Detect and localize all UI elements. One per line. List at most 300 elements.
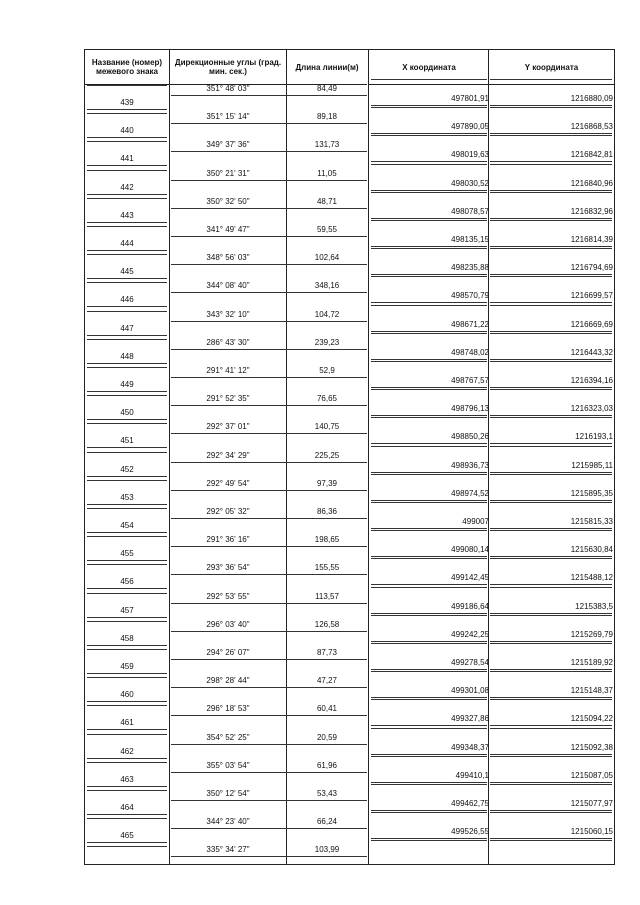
row-line [490, 246, 612, 247]
segment-length: 131,73 [314, 140, 340, 150]
point-x-coordinate: 498748,02 [451, 347, 489, 357]
row-line [171, 546, 367, 547]
row-line [490, 305, 612, 306]
row-line [490, 643, 612, 644]
row-line [371, 415, 487, 416]
point-name: 462 [120, 746, 134, 756]
row-line [490, 812, 612, 813]
point-x-coordinate: 498974,52 [451, 488, 489, 498]
row-line [490, 587, 612, 588]
row-line [490, 415, 612, 416]
row-line [371, 558, 487, 559]
segment-length: 59,55 [316, 225, 338, 234]
coordinates-table [84, 49, 615, 865]
row-line [371, 530, 487, 531]
row-line [171, 687, 367, 688]
row-line [87, 306, 167, 307]
segment-length: 66,24 [316, 817, 338, 827]
row-line [371, 133, 487, 134]
point-y-coordinate: 1215087,05 [570, 770, 613, 780]
segment-angle: 296° 18' 53" [206, 704, 250, 714]
row-line [371, 220, 487, 221]
row-line [371, 302, 487, 303]
row-line [171, 659, 367, 660]
row-line [371, 107, 487, 108]
segment-length: 53,43 [316, 789, 338, 798]
row-line [490, 641, 612, 642]
point-x-coordinate: 498135,15 [451, 235, 489, 244]
point-name: 446 [120, 295, 134, 305]
row-line [371, 556, 487, 557]
row-line [490, 840, 612, 841]
row-line [171, 800, 367, 801]
row-line [371, 587, 487, 588]
row-line [171, 772, 367, 773]
row-line [490, 528, 612, 529]
point-x-coordinate: 497801,91 [451, 94, 489, 103]
row-line [87, 339, 167, 340]
segment-angle: 350° 21' 31" [206, 168, 250, 178]
row-line [490, 756, 612, 757]
row-line [87, 617, 167, 618]
point-name: 441 [120, 154, 134, 164]
point-name: 448 [120, 351, 134, 361]
row-line [371, 218, 487, 219]
point-name: 461 [120, 718, 134, 728]
row-line [371, 192, 487, 193]
segment-length: 225,25 [314, 450, 340, 460]
row-line [87, 452, 167, 453]
segment-length: 20,59 [316, 732, 338, 742]
row-line [371, 443, 487, 444]
row-line [87, 536, 167, 537]
point-name: 465 [120, 831, 134, 841]
segment-angle: 294° 26' 07" [206, 648, 250, 657]
row-line [371, 248, 487, 249]
row-line [371, 812, 487, 813]
row-line [171, 321, 367, 322]
row-line [87, 818, 167, 819]
row-line [371, 613, 487, 614]
row-line [490, 699, 612, 700]
row-line [490, 333, 612, 334]
row-line [490, 669, 612, 670]
point-x-coordinate: 499007 [462, 517, 489, 526]
point-y-coordinate: 1216842,81 [570, 150, 613, 160]
point-x-coordinate: 499301,08 [451, 686, 489, 696]
header-name [85, 50, 169, 85]
row-line [171, 574, 367, 575]
row-line [490, 728, 612, 729]
row-line [371, 756, 487, 757]
row-line [371, 615, 487, 616]
row-line [171, 631, 367, 632]
row-line [371, 389, 487, 390]
row-line [171, 603, 367, 604]
row-line [87, 734, 167, 735]
segment-length: 348,16 [314, 281, 340, 291]
row-line [171, 377, 367, 378]
row-line [371, 164, 487, 165]
segment-angle: 349° 37' 36" [206, 140, 250, 150]
row-line [87, 814, 167, 815]
point-x-coordinate: 499462,75 [451, 799, 489, 808]
row-line [371, 361, 487, 362]
segment-angle: 335° 34' 27" [206, 845, 250, 855]
row-line [87, 476, 167, 477]
segment-angle: 354° 52' 25" [206, 732, 250, 742]
segment-length: 87,73 [316, 648, 338, 657]
row-line [171, 518, 367, 519]
segment-length: 103,99 [314, 845, 340, 855]
point-x-coordinate: 498078,57 [451, 206, 489, 216]
row-line [87, 762, 167, 763]
point-y-coordinate: 1216394,16 [570, 376, 613, 385]
point-y-coordinate: 1215488,12 [570, 573, 613, 583]
point-x-coordinate: 499186,64 [451, 601, 489, 611]
segment-length: 76,65 [316, 394, 338, 404]
point-name: 457 [120, 605, 134, 615]
row-line [490, 192, 612, 193]
row-line [171, 433, 367, 434]
point-y-coordinate: 1215383,5 [575, 601, 613, 611]
point-y-coordinate: 1215269,79 [570, 629, 613, 639]
point-y-coordinate: 1215985,11 [571, 460, 613, 470]
point-name: 445 [120, 267, 134, 277]
row-line [490, 558, 612, 559]
header-name-text: Название (номер) межевого знака [91, 58, 163, 76]
header-x-text: X координата [402, 62, 456, 72]
point-name: 444 [120, 239, 134, 248]
point-x-coordinate: 499080,14 [451, 545, 489, 555]
row-line [171, 123, 367, 124]
row-line [87, 621, 167, 622]
row-line [371, 79, 487, 80]
segment-length: 155,55 [314, 563, 340, 573]
point-name: 447 [120, 323, 134, 333]
point-y-coordinate: 1215189,92 [570, 658, 613, 667]
row-line [87, 113, 167, 114]
row-line [371, 472, 487, 473]
row-line [490, 220, 612, 221]
row-line [490, 671, 612, 672]
row-line [371, 161, 487, 162]
row-line [171, 405, 367, 406]
row-line [490, 754, 612, 755]
point-name: 450 [120, 408, 134, 418]
segment-angle: 292° 49' 54" [206, 478, 250, 488]
row-line [87, 419, 167, 420]
point-y-coordinate: 1216669,69 [570, 319, 613, 329]
row-line [490, 502, 612, 503]
row-line [171, 856, 367, 857]
row-line [371, 500, 487, 501]
row-line [490, 725, 612, 726]
row-line [371, 387, 487, 388]
point-y-coordinate: 1215077,97 [570, 799, 613, 808]
header-angle-text: Дирекционные углы (град. мин. сек.) [174, 58, 282, 76]
point-y-coordinate: 1215094,22 [570, 714, 613, 724]
point-x-coordinate: 498019,63 [451, 150, 489, 160]
point-y-coordinate: 1216814,39 [570, 235, 613, 244]
segment-angle: 350° 12' 54" [206, 789, 250, 798]
point-y-coordinate: 1216832,96 [570, 206, 613, 216]
point-name: 449 [120, 380, 134, 389]
row-line [371, 584, 487, 585]
row-line [87, 447, 167, 448]
row-line [371, 359, 487, 360]
row-line [371, 333, 487, 334]
point-name: 452 [120, 464, 134, 474]
point-x-coordinate: 499526,55 [451, 827, 489, 837]
row-line [371, 699, 487, 700]
row-line [87, 846, 167, 847]
point-y-coordinate: 1216443,32 [570, 347, 613, 357]
segment-length: 61,96 [316, 760, 338, 770]
row-line [171, 264, 367, 265]
row-line [171, 462, 367, 463]
row-line [490, 782, 612, 783]
segment-angle: 341° 49' 47" [206, 225, 250, 234]
row-line [490, 584, 612, 585]
row-line [87, 705, 167, 706]
point-y-coordinate: 1216193,1 [575, 432, 613, 442]
row-line [87, 367, 167, 368]
row-line [490, 784, 612, 785]
row-line [371, 105, 487, 106]
segment-length: 102,64 [314, 253, 340, 263]
row-line [87, 141, 167, 142]
row-line [87, 335, 167, 336]
point-x-coordinate: 499278,54 [451, 658, 489, 667]
segment-angle: 293° 36' 54" [206, 563, 250, 573]
segment-length: 89,18 [316, 112, 338, 122]
row-line [371, 725, 487, 726]
row-line [490, 387, 612, 388]
segment-angle: 286° 43' 30" [206, 337, 250, 347]
segment-angle: 291° 36' 16" [206, 535, 250, 545]
point-name: 456 [120, 577, 134, 587]
row-line [371, 305, 487, 306]
row-line [87, 391, 167, 392]
point-y-coordinate: 1216794,69 [570, 263, 613, 273]
row-line [490, 331, 612, 332]
row-line [371, 782, 487, 783]
point-x-coordinate: 497890,05 [451, 122, 489, 132]
segment-length: 97,39 [316, 478, 338, 488]
row-line [87, 423, 167, 424]
row-line [171, 208, 367, 209]
point-name: 455 [120, 549, 134, 559]
segment-angle: 351° 15' 14" [206, 112, 250, 122]
row-line [171, 292, 367, 293]
segment-angle: 355° 03' 54" [206, 760, 250, 770]
segment-length: 84,49 [316, 84, 338, 93]
row-line [490, 361, 612, 362]
segment-length: 126,58 [314, 619, 340, 629]
header-angle [170, 50, 286, 85]
row-line [490, 417, 612, 418]
row-line [490, 556, 612, 557]
segment-length: 11,05 [317, 168, 337, 178]
row-line [490, 472, 612, 473]
row-line [490, 389, 612, 390]
point-y-coordinate: 1216868,53 [570, 122, 613, 132]
segment-length: 198,65 [314, 535, 340, 545]
point-name: 454 [120, 521, 134, 530]
row-line [371, 754, 487, 755]
row-line [171, 828, 367, 829]
point-x-coordinate: 498671,22 [451, 319, 489, 329]
row-line [87, 222, 167, 223]
row-line [371, 502, 487, 503]
row-line [490, 107, 612, 108]
point-y-coordinate: 1216323,03 [570, 404, 613, 414]
row-line [171, 151, 367, 152]
row-line [490, 79, 612, 80]
row-line [371, 643, 487, 644]
row-line [371, 417, 487, 418]
row-line [171, 349, 367, 350]
segment-angle: 292° 34' 29" [206, 450, 250, 460]
row-line [87, 677, 167, 678]
row-line [490, 135, 612, 136]
segment-angle: 348° 56' 03" [206, 253, 250, 263]
row-line [87, 194, 167, 195]
row-line [371, 276, 487, 277]
row-line [87, 588, 167, 589]
point-x-coordinate: 498850,26 [451, 432, 489, 442]
header-y-text: Y координата [524, 62, 579, 72]
row-line [490, 613, 612, 614]
row-line [490, 276, 612, 277]
row-line [490, 164, 612, 165]
row-line [171, 490, 367, 491]
segment-angle: 298° 28' 44" [206, 676, 250, 686]
row-line [371, 474, 487, 475]
row-line [87, 593, 167, 594]
segment-angle: 292° 37' 01" [206, 422, 250, 432]
row-line [490, 697, 612, 698]
row-line [490, 105, 612, 106]
row-line [87, 673, 167, 674]
row-line [490, 810, 612, 811]
row-line [371, 274, 487, 275]
row-line [87, 560, 167, 561]
row-line [87, 198, 167, 199]
row-line [371, 446, 487, 447]
row-line [490, 838, 612, 839]
row-line [87, 508, 167, 509]
segment-angle: 350° 32' 50" [206, 196, 250, 206]
row-line [87, 85, 167, 86]
segment-angle: 344° 23' 40" [206, 817, 250, 827]
row-line [490, 248, 612, 249]
point-y-coordinate: 1215148,37 [570, 686, 613, 696]
segment-length: 48,71 [316, 196, 338, 206]
row-line [87, 109, 167, 110]
segment-length: 140,75 [314, 422, 340, 432]
point-y-coordinate: 1215630,84 [570, 545, 613, 555]
point-name: 440 [120, 126, 134, 136]
row-line [171, 744, 367, 745]
row-line [87, 363, 167, 364]
row-line [87, 226, 167, 227]
row-line [490, 161, 612, 162]
row-line [371, 697, 487, 698]
header-length-text: Длина линии(м) [295, 62, 359, 72]
segment-angle: 291° 52' 35" [206, 394, 250, 404]
point-y-coordinate: 1215060,15 [570, 827, 613, 837]
row-line [490, 530, 612, 531]
row-line [87, 395, 167, 396]
row-line [171, 236, 367, 237]
row-line [87, 170, 167, 171]
point-y-coordinate: 1215895,35 [570, 488, 613, 498]
row-line [490, 218, 612, 219]
point-x-coordinate: 499142,45 [451, 573, 489, 583]
row-line [371, 728, 487, 729]
row-line [87, 842, 167, 843]
row-line [490, 274, 612, 275]
row-line [371, 669, 487, 670]
row-line [87, 165, 167, 166]
point-y-coordinate: 1215815,33 [570, 517, 613, 526]
point-x-coordinate: 499242,25 [451, 629, 489, 639]
row-line [371, 135, 487, 136]
row-line [490, 359, 612, 360]
row-line [371, 641, 487, 642]
point-x-coordinate: 498235,88 [451, 263, 489, 273]
row-line [87, 278, 167, 279]
point-y-coordinate: 1216840,96 [570, 178, 613, 188]
row-line [87, 645, 167, 646]
row-line [490, 190, 612, 191]
row-line [87, 758, 167, 759]
row-line [490, 443, 612, 444]
row-line [87, 790, 167, 791]
point-x-coordinate: 498936,73 [451, 460, 489, 470]
segment-angle: 292° 05' 32" [206, 507, 250, 516]
row-line [490, 474, 612, 475]
row-line [171, 180, 367, 181]
segment-length: 113,57 [315, 591, 339, 601]
point-name: 459 [120, 662, 134, 671]
row-line [371, 246, 487, 247]
segment-angle: 296° 03' 40" [206, 619, 250, 629]
point-x-coordinate: 499348,37 [451, 742, 489, 752]
point-y-coordinate: 1216699,57 [570, 291, 613, 301]
row-line [371, 190, 487, 191]
segment-length: 239,23 [314, 337, 340, 347]
point-x-coordinate: 499327,86 [451, 714, 489, 724]
point-name: 439 [120, 98, 134, 107]
row-line [371, 810, 487, 811]
row-line [87, 137, 167, 138]
row-line [87, 564, 167, 565]
point-name: 442 [120, 182, 134, 192]
row-line [87, 254, 167, 255]
row-line [371, 840, 487, 841]
point-name: 453 [120, 492, 134, 502]
segment-length: 60,41 [316, 704, 338, 714]
point-name: 460 [120, 690, 134, 700]
segment-length: 104,72 [314, 309, 340, 319]
row-line [371, 671, 487, 672]
point-y-coordinate: 1215092,38 [570, 742, 613, 752]
segment-length: 86,36 [316, 507, 338, 516]
row-line [171, 715, 367, 716]
